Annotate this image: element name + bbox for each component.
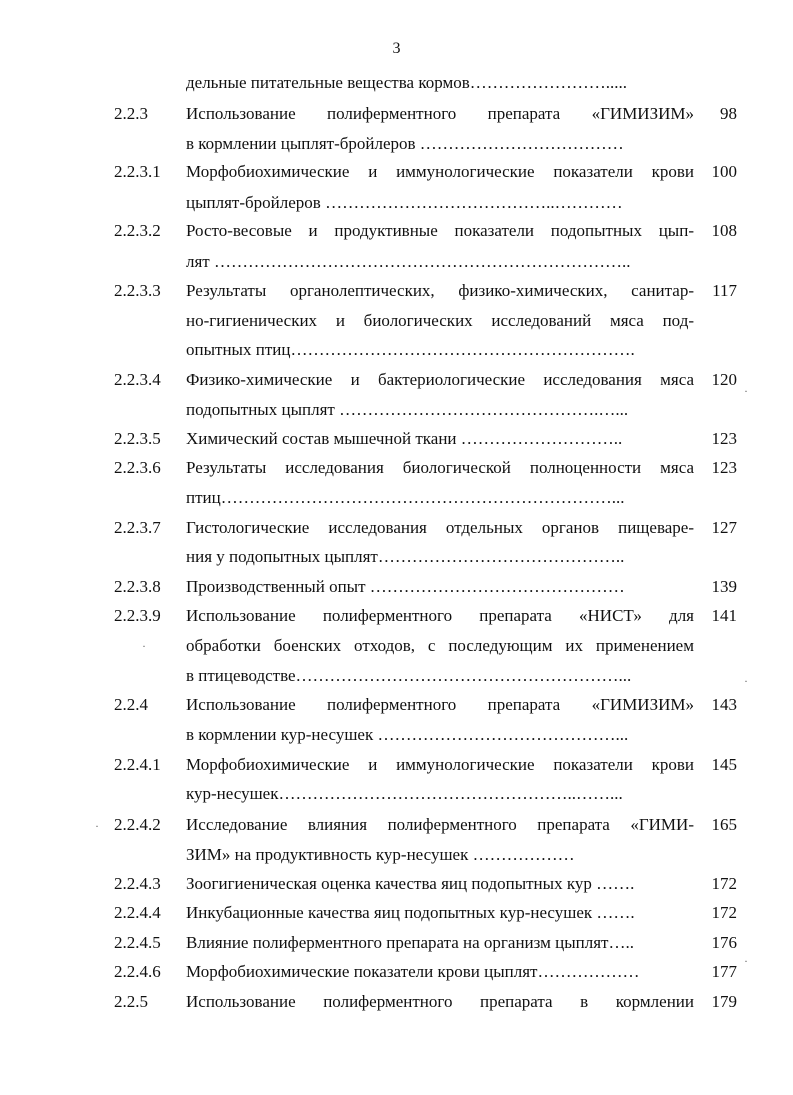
toc-number: 2.2.4 [114,695,148,714]
toc-page: 120 [711,370,737,389]
toc-line: ния у подопытных цыплят…………………………………….. [186,547,625,566]
toc-page: 176 [711,933,737,952]
toc-line: Морфобиохимические и иммунологические показатели крови [186,755,694,774]
toc-page: 123 [711,458,737,477]
toc-page: 145 [711,755,737,774]
toc-line: в кормлении кур-несушек ……………………………………... [186,725,629,744]
toc-line: дельные питательные вещества кормов……………………..... [186,73,627,92]
toc-line: цыплят-бройлеров …………………………………..………… [186,193,623,212]
toc-line: но-гигиенических и биологических исследований мяса под- [186,311,694,330]
toc-page: 98 [720,104,737,123]
toc-page: 127 [711,518,737,537]
toc-page: 108 [711,221,737,240]
toc-page: 100 [711,162,737,181]
toc-line: Химический состав мышечной ткани ……………………….. [186,429,623,448]
toc-page: 177 [711,962,737,981]
toc-line: лят ……………………………………………………………….. [186,252,631,271]
toc-line: Производственный опыт ……………………………………… [186,577,625,596]
scan-speck: · [744,954,748,968]
toc-page: 139 [711,577,737,596]
toc-number: 2.2.3.2 [114,221,161,240]
toc-line: Зоогигиеническая оценка качества яиц подопытных кур ……. [186,874,635,893]
scan-speck: · [142,639,146,653]
toc-page: 172 [711,903,737,922]
toc-number: 2.2.3.5 [114,429,161,448]
toc-line: опытных птиц……………………………………………………. [186,340,635,359]
scan-speck: · [95,819,99,833]
toc-line: Морфобиохимические и иммунологические показатели крови [186,162,694,181]
toc-line: Результаты исследования биологической полноценности мяса [186,458,694,477]
toc-line: Использование полиферментного препарата «ГИМИЗИМ» [186,104,694,123]
toc-number: 2.2.3.1 [114,162,161,181]
toc-line: обработки боенских отходов, с последующим их применением [186,636,694,655]
toc-line: Инкубационные качества яиц подопытных кур-несушек ……. [186,903,635,922]
toc-page: 165 [711,815,737,834]
toc-line: Исследование влияния полиферментного препарата «ГИМИ- [186,815,694,834]
toc-line: ЗИМ» на продуктивность кур-несушек ……………… [186,845,575,864]
toc-line: Влияние полиферментного препарата на организм цыплят….. [186,933,634,952]
toc-line: Росто-весовые и продуктивные показатели подопытных цып- [186,221,694,240]
toc-page: 179 [711,992,737,1011]
toc-line: птиц……………………………………………………………... [186,488,625,507]
toc-line: в кормлении цыплят-бройлеров ……………………………… [186,134,624,153]
toc-line: Использование полиферментного препарата «НИСТ» для [186,606,694,625]
toc-number: 2.2.3.8 [114,577,161,596]
page-number: 3 [392,40,401,57]
toc-line: подопытных цыплят ……………………………………….…... [186,400,629,419]
toc-number: 2.2.4.2 [114,815,161,834]
toc-line: в птицеводстве…………………………………………………... [186,666,632,685]
toc-number: 2.2.4.4 [114,903,161,922]
toc-line: Результаты органолептических, физико-химических, санитар- [186,281,694,300]
toc-number: 2.2.3.7 [114,518,161,537]
toc-page: 141 [711,606,737,625]
scan-speck: · [744,384,748,398]
scan-speck: · [744,674,748,688]
toc-line: Гистологические исследования отдельных органов пищеваре- [186,518,694,537]
toc-page: 117 [712,281,737,300]
toc-number: 2.2.3.6 [114,458,161,477]
toc-number: 2.2.5 [114,992,148,1011]
toc-page: 123 [711,429,737,448]
toc-number: 2.2.4.1 [114,755,161,774]
toc-line: Использование полиферментного препарата в кормлении [186,992,694,1011]
toc-number: 2.2.3.4 [114,370,161,389]
toc-number: 2.2.4.5 [114,933,161,952]
toc-page: 143 [711,695,737,714]
toc-line: Использование полиферментного препарата «ГИМИЗИМ» [186,695,694,714]
toc-number: 2.2.3 [114,104,148,123]
toc-number: 2.2.4.6 [114,962,161,981]
toc-line: Физико-химические и бактериологические исследования мяса [186,370,694,389]
toc-number: 2.2.4.3 [114,874,161,893]
toc-page: 172 [711,874,737,893]
toc-line: кур-несушек……………………………………………..……... [186,784,623,803]
toc-number: 2.2.3.9 [114,606,161,625]
toc-line: Морфобиохимические показатели крови цыплят……………… [186,962,640,981]
toc-number: 2.2.3.3 [114,281,161,300]
